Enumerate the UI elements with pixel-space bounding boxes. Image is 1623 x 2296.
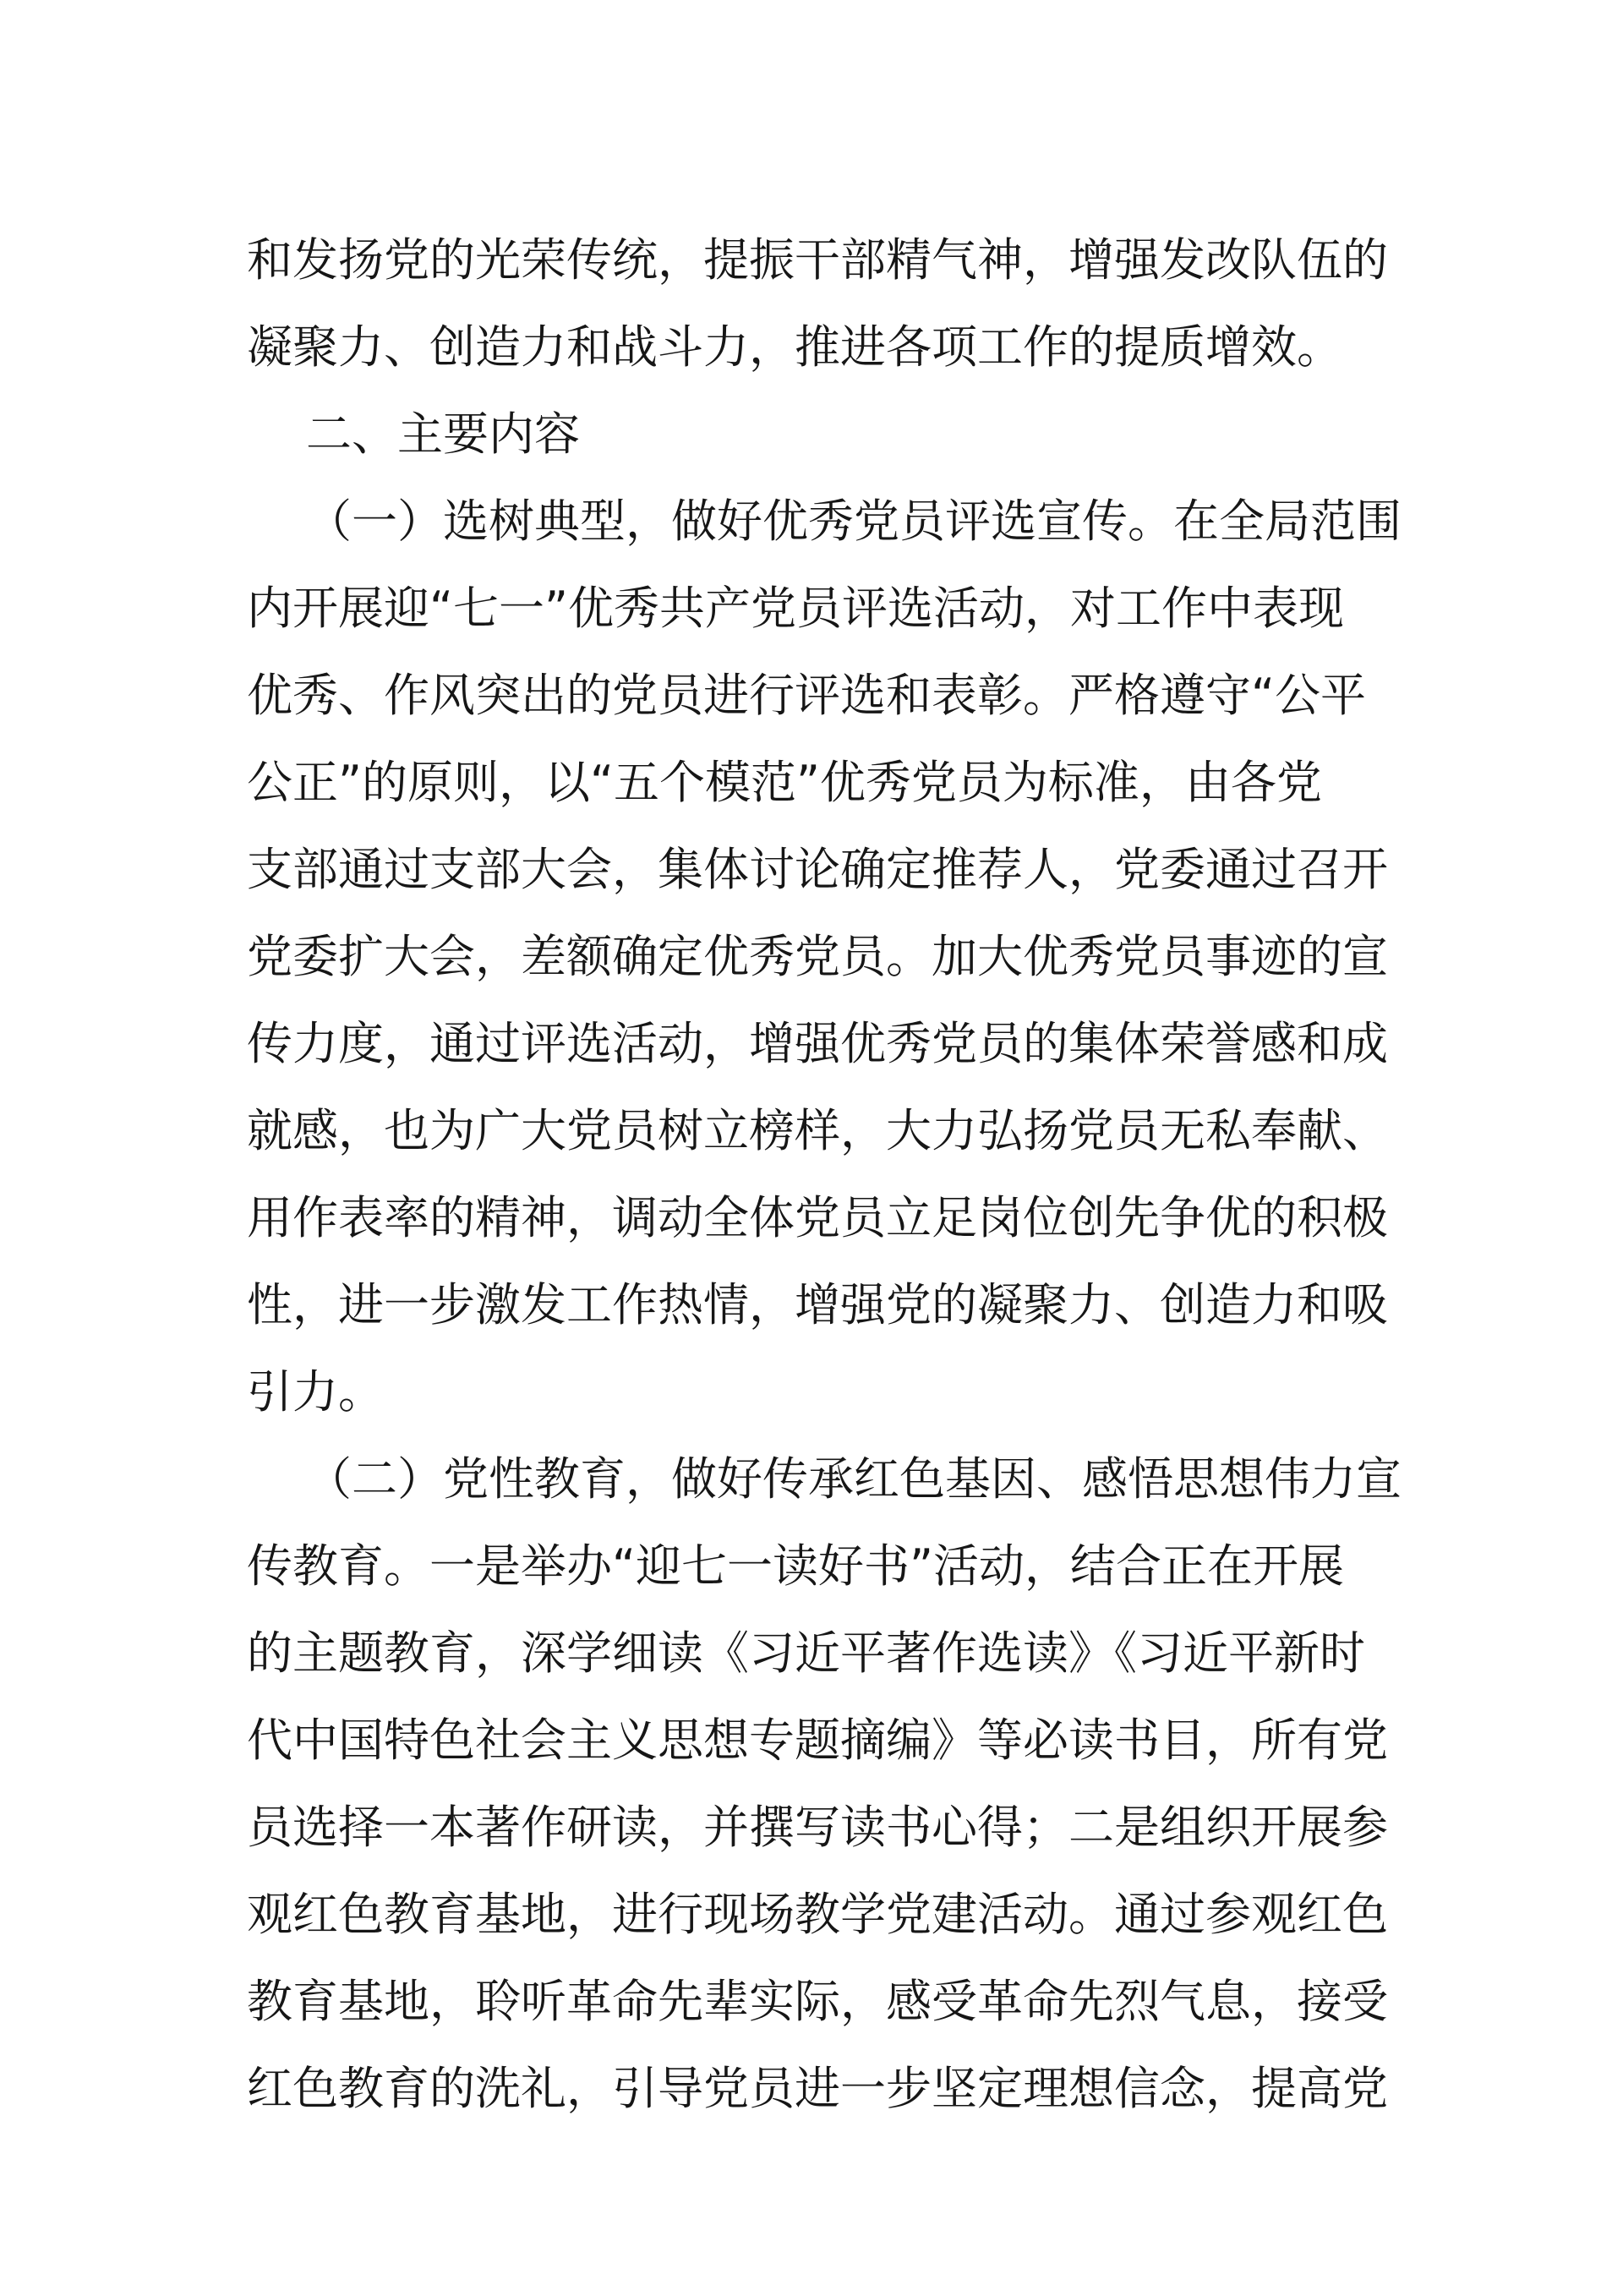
body-line-11: 就感，也为广大党员树立榜样，大力弘扬党员无私奉献、 bbox=[247, 1104, 1388, 1157]
body-line-22: 红色教育的洗礼，引导党员进一步坚定理想信念，提高党 bbox=[247, 2062, 1388, 2115]
subsection-heading-1: （一）选树典型，做好优秀党员评选宣传。在全局范围 bbox=[306, 495, 1402, 548]
body-line-10: 传力度，通过评选活动，增强优秀党员的集体荣誉感和成 bbox=[247, 1017, 1388, 1070]
body-line-18: 代中国特色社会主义思想专题摘编》等必读书目，所有党 bbox=[247, 1714, 1388, 1767]
body-line-8: 支部通过支部大会，集体讨论确定推荐人，党委通过召开 bbox=[247, 843, 1388, 896]
section-heading-main-content: 二、主要内容 bbox=[306, 407, 580, 461]
body-line-6: 优秀、作风突出的党员进行评选和表彰。严格遵守“公平 bbox=[247, 669, 1366, 722]
subsection-heading-2: （二）党性教育，做好传承红色基因、感悟思想伟力宣 bbox=[306, 1452, 1402, 1506]
body-line-5: 内开展迎“七一”优秀共产党员评选活动，对工作中表现 bbox=[247, 582, 1344, 635]
body-line-7: 公正”的原则，以“五个模范”优秀党员为标准，由各党 bbox=[247, 756, 1322, 809]
body-line-14: 引力。 bbox=[247, 1365, 384, 1419]
body-line-21: 教育基地，聆听革命先辈实际，感受革命先烈气息，接受 bbox=[247, 1975, 1388, 2028]
body-line-12: 用作表率的精神，调动全体党员立足岗位创先争优的积极 bbox=[247, 1191, 1388, 1244]
body-line-9: 党委扩大会，差额确定优秀党员。加大优秀党员事迹的宣 bbox=[247, 930, 1388, 983]
body-line-20: 观红色教育基地，进行现场教学党建活动。通过参观红色 bbox=[247, 1888, 1388, 1941]
body-line-13: 性，进一步激发工作热情，增强党的凝聚力、创造力和吸 bbox=[247, 1278, 1388, 1331]
body-line-16: 传教育。一是举办“迎七一读好书”活动，结合正在开展 bbox=[247, 1539, 1344, 1593]
body-line-19: 员选择一本著作研读，并撰写读书心得；二是组织开展参 bbox=[247, 1801, 1388, 1854]
body-line-17: 的主题教育，深学细读《习近平著作选读》《习近平新时 bbox=[247, 1626, 1365, 1680]
body-line-1: 和发扬党的光荣传统，提振干部精气神，增强发改队伍的 bbox=[247, 233, 1388, 287]
body-line-2: 凝聚力、创造力和战斗力，推进各项工作的提质增效。 bbox=[247, 320, 1342, 374]
